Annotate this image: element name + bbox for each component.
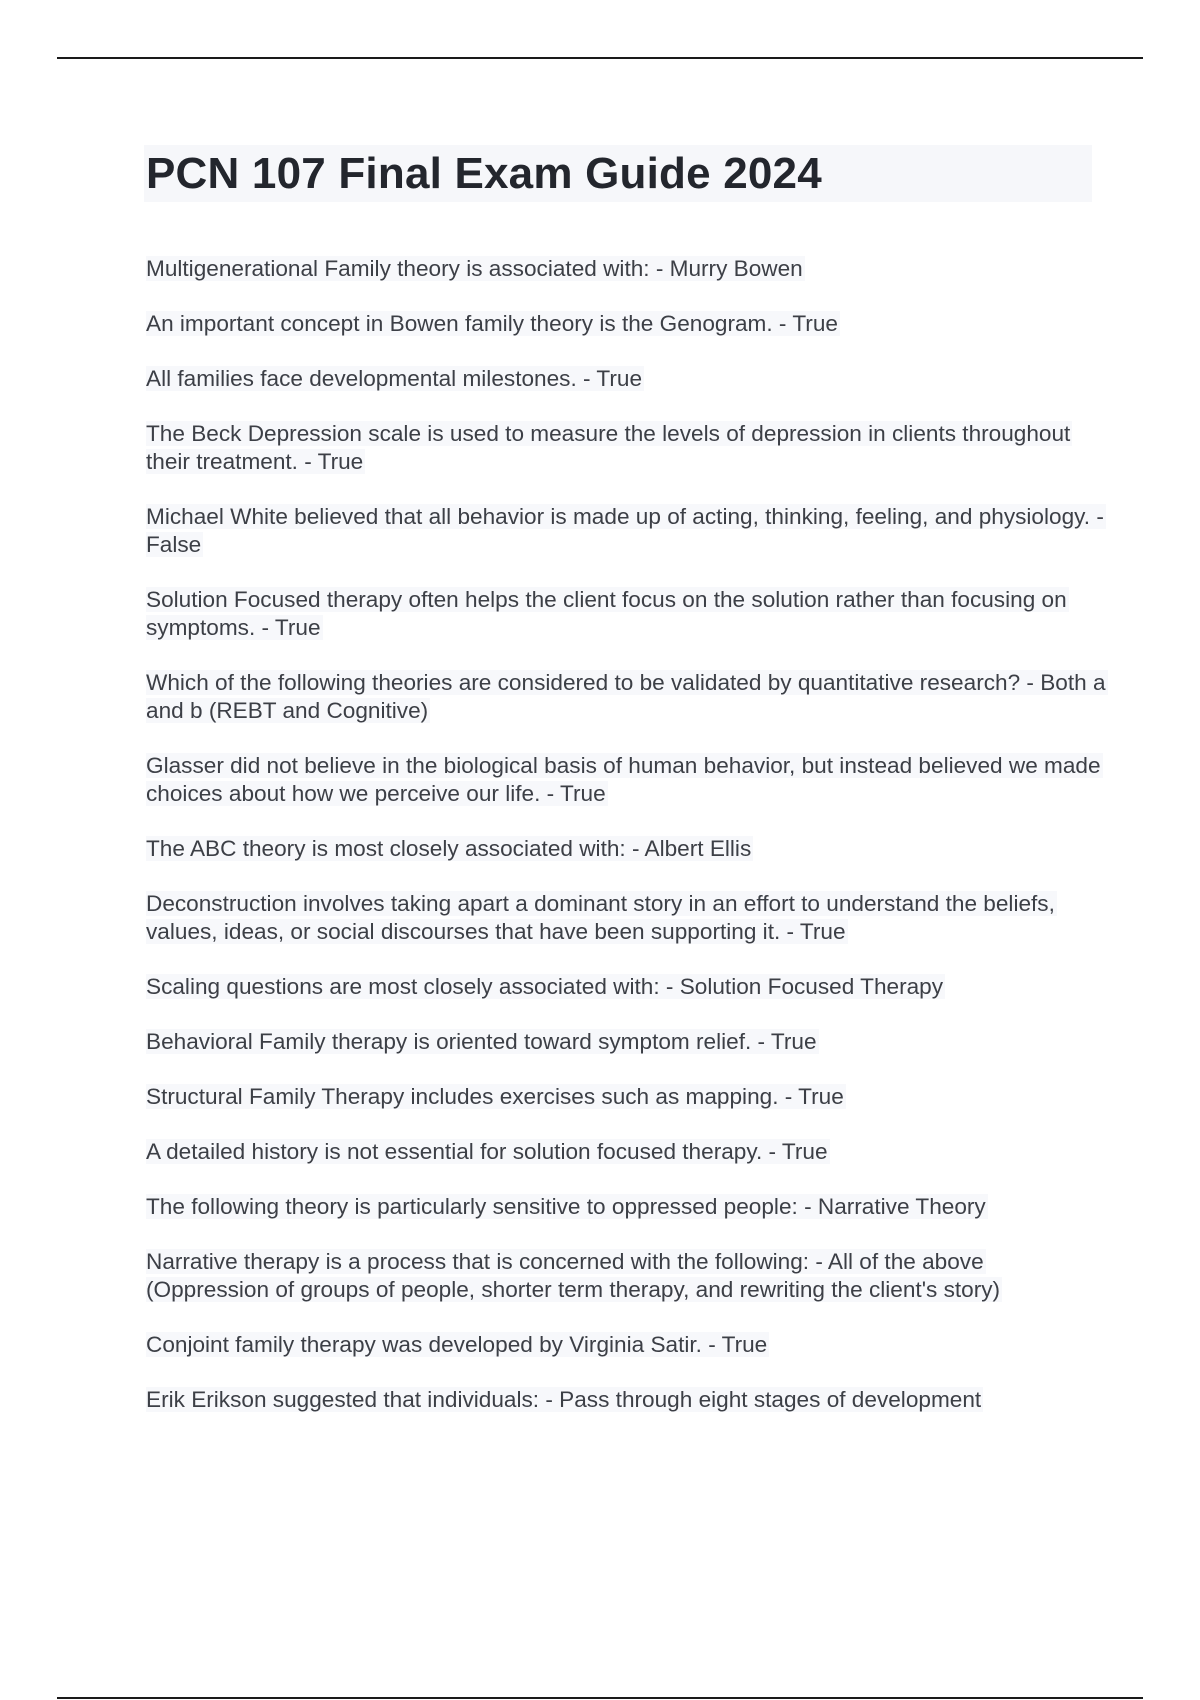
list-item <box>146 1083 1106 1111</box>
list-item <box>146 1331 1106 1359</box>
qa-text: An important concept in Bowen family theory is the Genogram. - True <box>146 311 838 336</box>
list-item <box>146 365 1106 393</box>
qa-text: Solution Focused therapy often helps the client focus on the solution rather than focusing on symptoms. - True <box>146 587 1067 640</box>
list-item <box>146 1386 1106 1414</box>
qa-text: The following theory is particularly sensitive to oppressed people: - Narrative Theory <box>146 1194 986 1219</box>
qa-text: Conjoint family therapy was developed by Virginia Satir. - True <box>146 1332 768 1357</box>
qa-text: Glasser did not believe in the biological basis of human behavior, but instead believed we made choices about how we perceive our life. - True <box>146 753 1101 806</box>
qa-text: Scaling questions are most closely associated with: - Solution Focused Therapy <box>146 974 944 999</box>
qa-text: Multigenerational Family theory is associated with: - Murry Bowen <box>146 256 803 281</box>
qa-text: Michael White believed that all behavior is made up of acting, thinking, feeling, and physiology. - False <box>146 504 1104 557</box>
list-item <box>146 586 1106 642</box>
qa-list <box>146 255 1106 1441</box>
list-item <box>146 890 1106 946</box>
qa-text: Deconstruction involves taking apart a dominant story in an effort to understand the beliefs, values, ideas, or social discourses that have been supporting it. - True <box>146 891 1055 944</box>
top-divider <box>57 57 1143 59</box>
list-item <box>146 255 1106 283</box>
list-item <box>146 1248 1106 1304</box>
list-item <box>146 752 1106 808</box>
list-item <box>146 835 1106 863</box>
qa-text: The Beck Depression scale is used to measure the levels of depression in clients throughout their treatment. - True <box>146 421 1071 474</box>
qa-text: A detailed history is not essential for solution focused therapy. - True <box>146 1139 828 1164</box>
list-item <box>146 1028 1106 1056</box>
qa-text: Which of the following theories are considered to be validated by quantitative research? - Both a and b (REBT and Cognitive) <box>146 670 1106 723</box>
qa-text: Narrative therapy is a process that is concerned with the following: - All of the above (Oppression of groups of people, shorter term therapy, and rewriting the client's story) <box>146 1249 1001 1302</box>
list-item <box>146 420 1106 476</box>
list-item <box>146 1138 1106 1166</box>
list-item <box>146 1193 1106 1221</box>
qa-text: Behavioral Family therapy is oriented toward symptom relief. - True <box>146 1029 817 1054</box>
list-item <box>146 973 1106 1001</box>
list-item <box>146 669 1106 725</box>
list-item <box>146 503 1106 559</box>
qa-text: Erik Erikson suggested that individuals: - Pass through eight stages of development <box>146 1387 982 1412</box>
qa-text: All families face developmental milestones. - True <box>146 366 643 391</box>
page-title: PCN 107 Final Exam Guide 2024 <box>146 149 822 198</box>
qa-text: The ABC theory is most closely associated with: - Albert Ellis <box>146 836 752 861</box>
qa-text: Structural Family Therapy includes exercises such as mapping. - True <box>146 1084 844 1109</box>
list-item <box>146 310 1106 338</box>
bottom-divider <box>57 1697 1143 1699</box>
